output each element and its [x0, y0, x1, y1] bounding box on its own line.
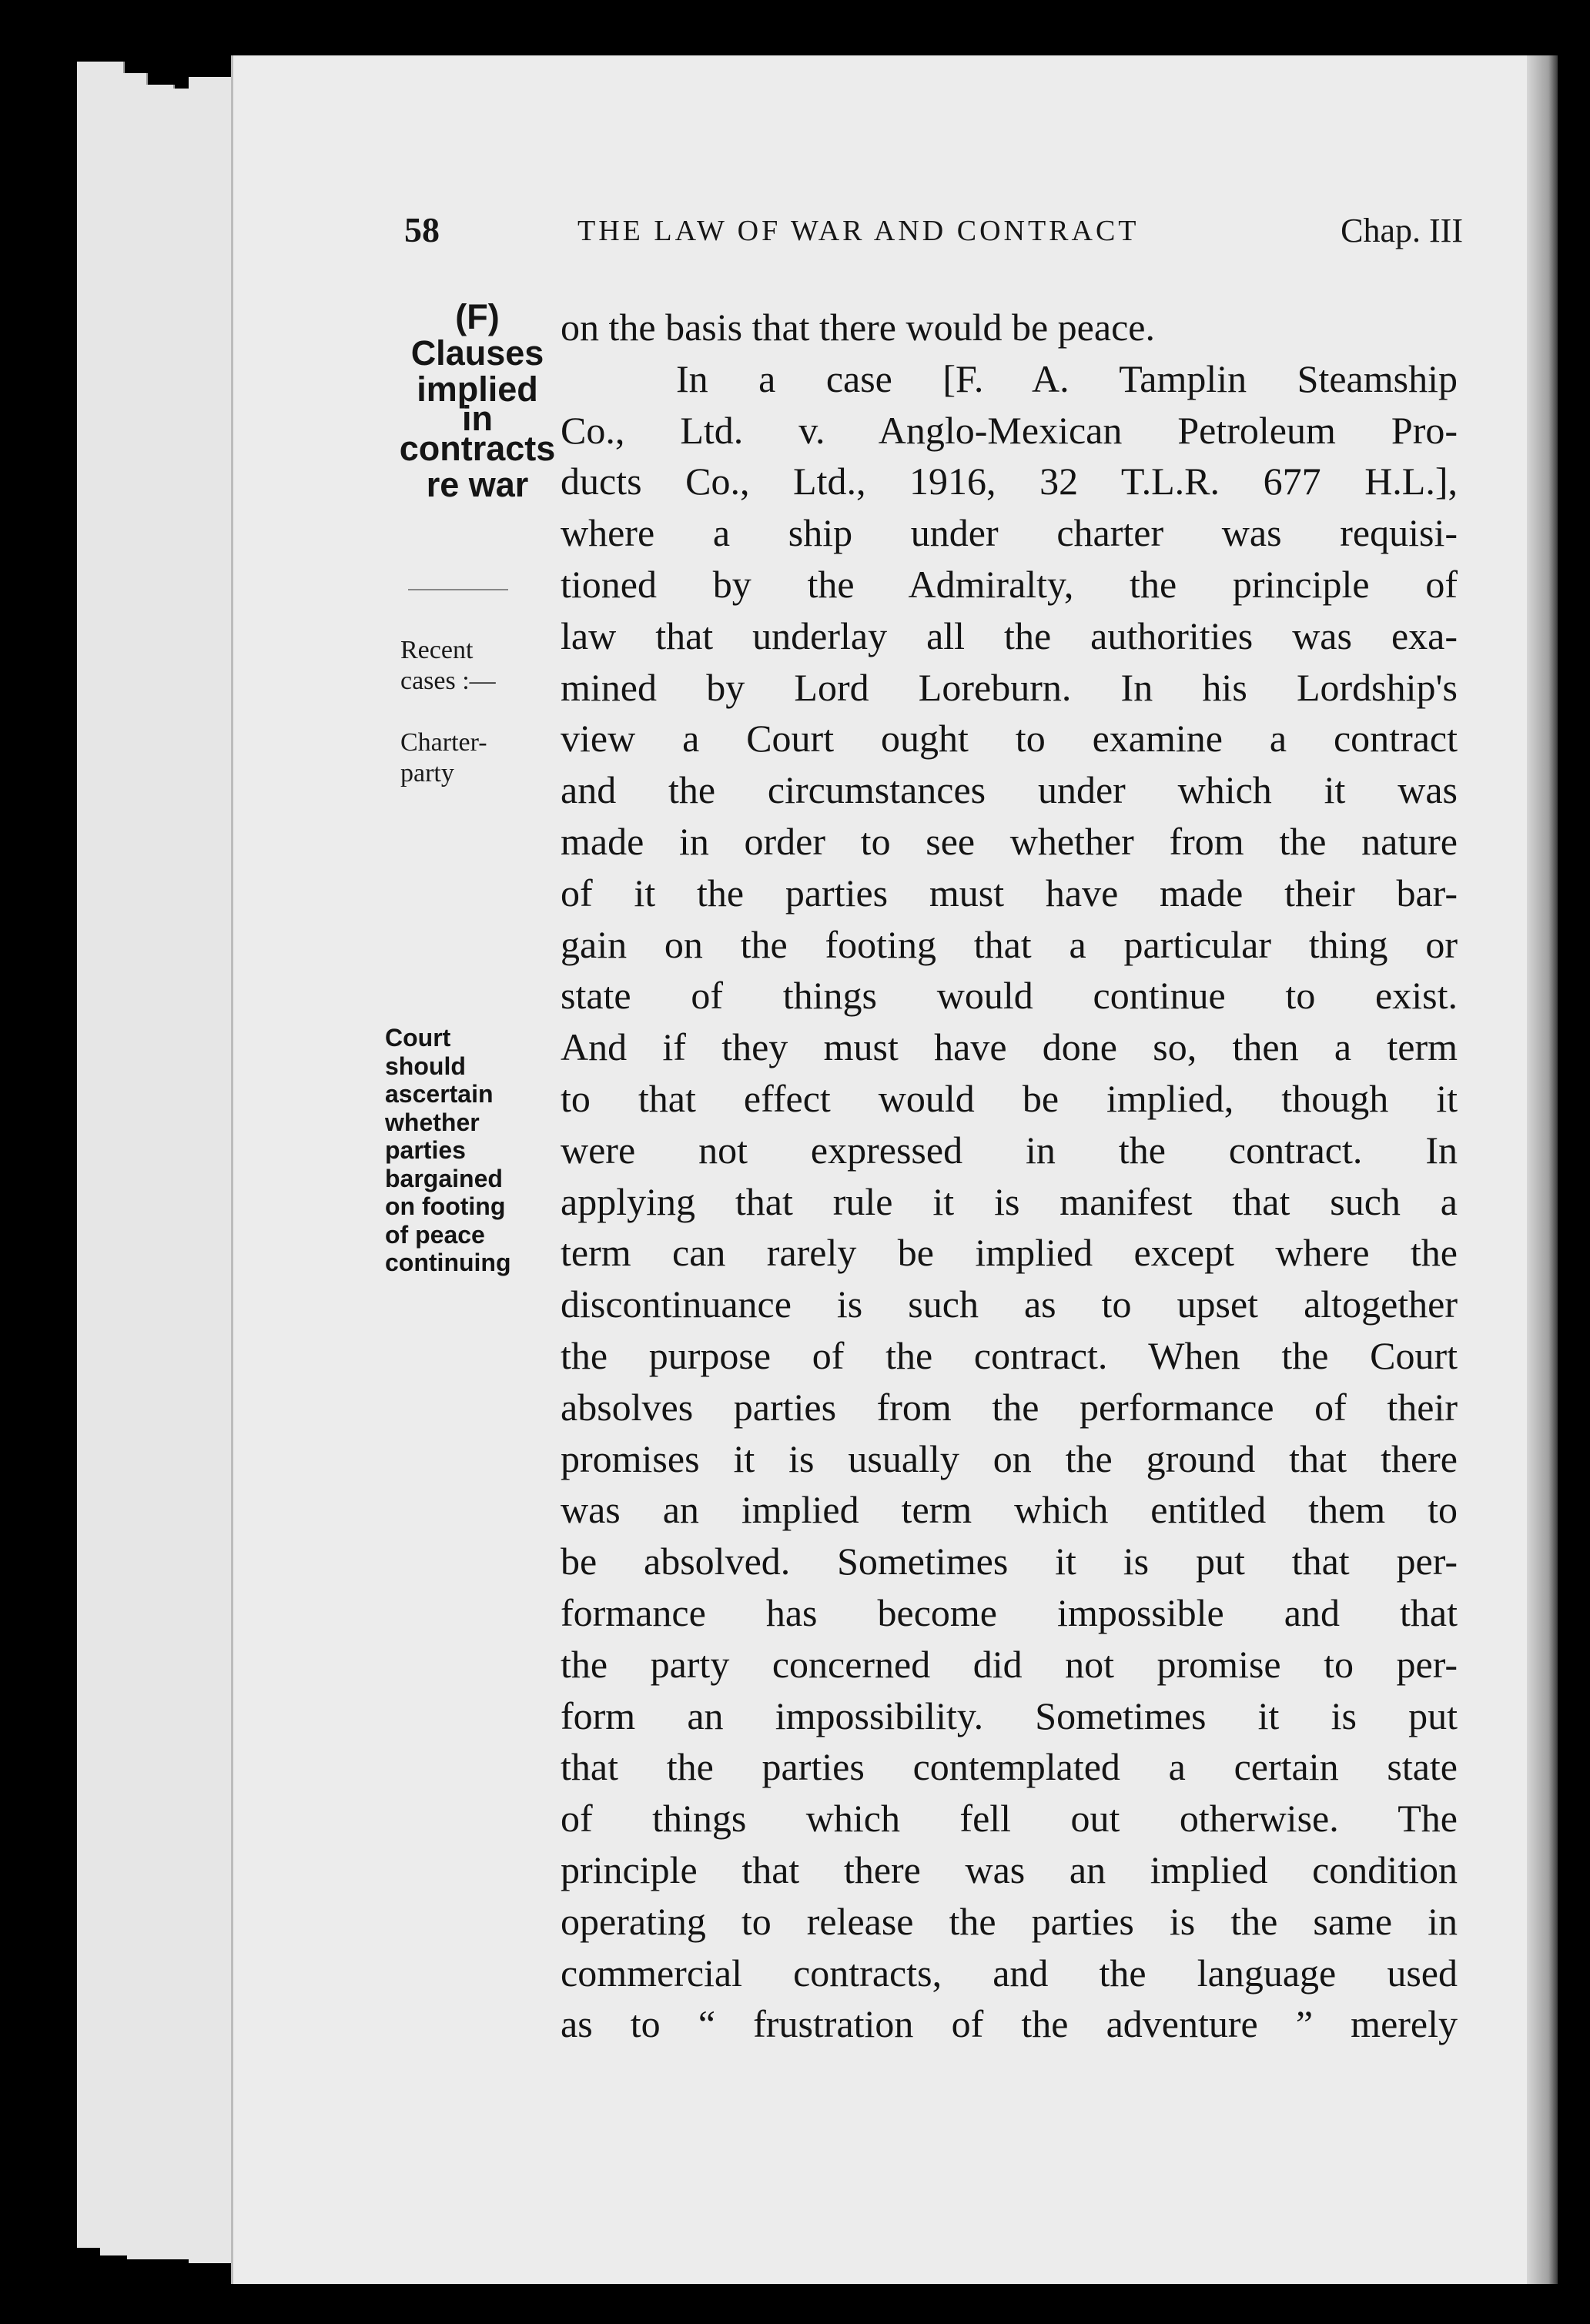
- text-line: the purpose of the contract. When the Court: [561, 1333, 1458, 1377]
- text-line: term can rarely be implied except where the: [561, 1231, 1458, 1275]
- margin-note-line: Charter-: [400, 728, 487, 757]
- text-line: absolves parties from the performance of their: [561, 1385, 1458, 1429]
- section-letter: (F): [455, 297, 500, 336]
- text-line: that the parties contemplated a certain state: [561, 1745, 1458, 1789]
- text-line: operating to release the parties is the same in: [561, 1899, 1458, 1943]
- margin-note-line: party: [400, 759, 454, 787]
- margin-note-line: continuing: [385, 1249, 511, 1276]
- text-line: formance has become impossible and that: [561, 1590, 1458, 1634]
- margin-note-recent-cases: [400, 635, 496, 697]
- section-heading-line: in: [462, 399, 493, 438]
- text-line: of it the parties must have made their bar-: [561, 871, 1458, 915]
- margin-note-court: [385, 1024, 570, 1277]
- text-line: view a Court ought to examine a contract: [561, 717, 1458, 761]
- running-head: THE LAW OF WAR AND CONTRACT: [577, 215, 1140, 247]
- text-line: as to “ frustration of the adventure ” merely: [561, 2002, 1458, 2046]
- section-heading-line: implied: [417, 369, 538, 409]
- margin-note-line: Recent: [400, 636, 474, 664]
- text-line: tioned by the Admiralty, the principle of: [561, 562, 1458, 606]
- text-line: was an implied term which entitled them to: [561, 1488, 1458, 1532]
- margin-note-line: parties: [385, 1136, 466, 1164]
- text-line: made in order to see whether from the nature: [561, 819, 1458, 863]
- text-line: commercial contracts, and the language used: [561, 1951, 1458, 1995]
- text-line: ducts Co., Ltd., 1916, 32 T.L.R. 677 H.L.],: [561, 460, 1458, 503]
- text-line: promises it is usually on the ground that there: [561, 1436, 1458, 1480]
- text-line: Co., Ltd. v. Anglo-Mexican Petroleum Pro-: [561, 408, 1458, 452]
- text-line: the party concerned did not promise to per-: [561, 1642, 1458, 1686]
- margin-note-line: ascertain: [385, 1080, 494, 1108]
- text-line: In a case [F. A. Tamplin Steamship: [676, 356, 1458, 400]
- page-number: 58: [404, 210, 440, 249]
- section-heading-line: contracts: [399, 429, 556, 468]
- text-line: mined by Lord Loreburn. In his Lordship's: [561, 665, 1458, 709]
- text-line: applying that rule it is manifest that such a: [561, 1179, 1458, 1223]
- text-line: principle that there was an implied condition: [561, 1847, 1458, 1891]
- margin-note-line: bargained: [385, 1164, 503, 1192]
- page-gutter-shadow: [1527, 55, 1558, 2284]
- margin-note-line: cases :—: [400, 667, 496, 695]
- text-line: on the basis that there would be peace.: [561, 306, 1155, 349]
- page-edge: [189, 77, 236, 2263]
- text-line: gain on the footing that a particular thing or: [561, 922, 1458, 966]
- chapter-label: Chap. III: [1341, 212, 1463, 249]
- margin-note-charter-party: [400, 727, 487, 789]
- text-line: were not expressed in the contract. In: [561, 1128, 1458, 1172]
- text-line: of things which fell out otherwise. The: [561, 1797, 1458, 1841]
- text-line: form an impossibility. Sometimes it is put: [561, 1694, 1458, 1737]
- body-text: [561, 302, 1458, 2050]
- margin-note-line: whether: [385, 1108, 480, 1136]
- margin-note-line: on footing: [385, 1192, 506, 1220]
- margin-note-line: should: [385, 1052, 466, 1080]
- text-line: And if they must have done so, then a term: [561, 1025, 1458, 1069]
- margin-section-heading: [385, 299, 570, 503]
- text-line: and the circumstances under which it was: [561, 768, 1458, 812]
- text-line: state of things would continue to exist.: [561, 974, 1458, 1018]
- text-line: law that underlay all the authorities was exa-: [561, 614, 1458, 657]
- text-line: to that effect would be implied, though it: [561, 1076, 1458, 1120]
- text-line: be absolved. Sometimes it is put that per-: [561, 1540, 1458, 1583]
- margin-divider: [408, 589, 508, 590]
- page-header: [404, 209, 1463, 256]
- margin-note-line: Court: [385, 1024, 451, 1052]
- section-heading-line: Clauses: [410, 333, 544, 373]
- margin-note-line: of peace: [385, 1220, 485, 1249]
- text-line: where a ship under charter was requisi-: [561, 511, 1458, 555]
- section-heading-line: re war: [426, 465, 529, 504]
- text-line: discontinuance is such as to upset altogether: [561, 1282, 1458, 1326]
